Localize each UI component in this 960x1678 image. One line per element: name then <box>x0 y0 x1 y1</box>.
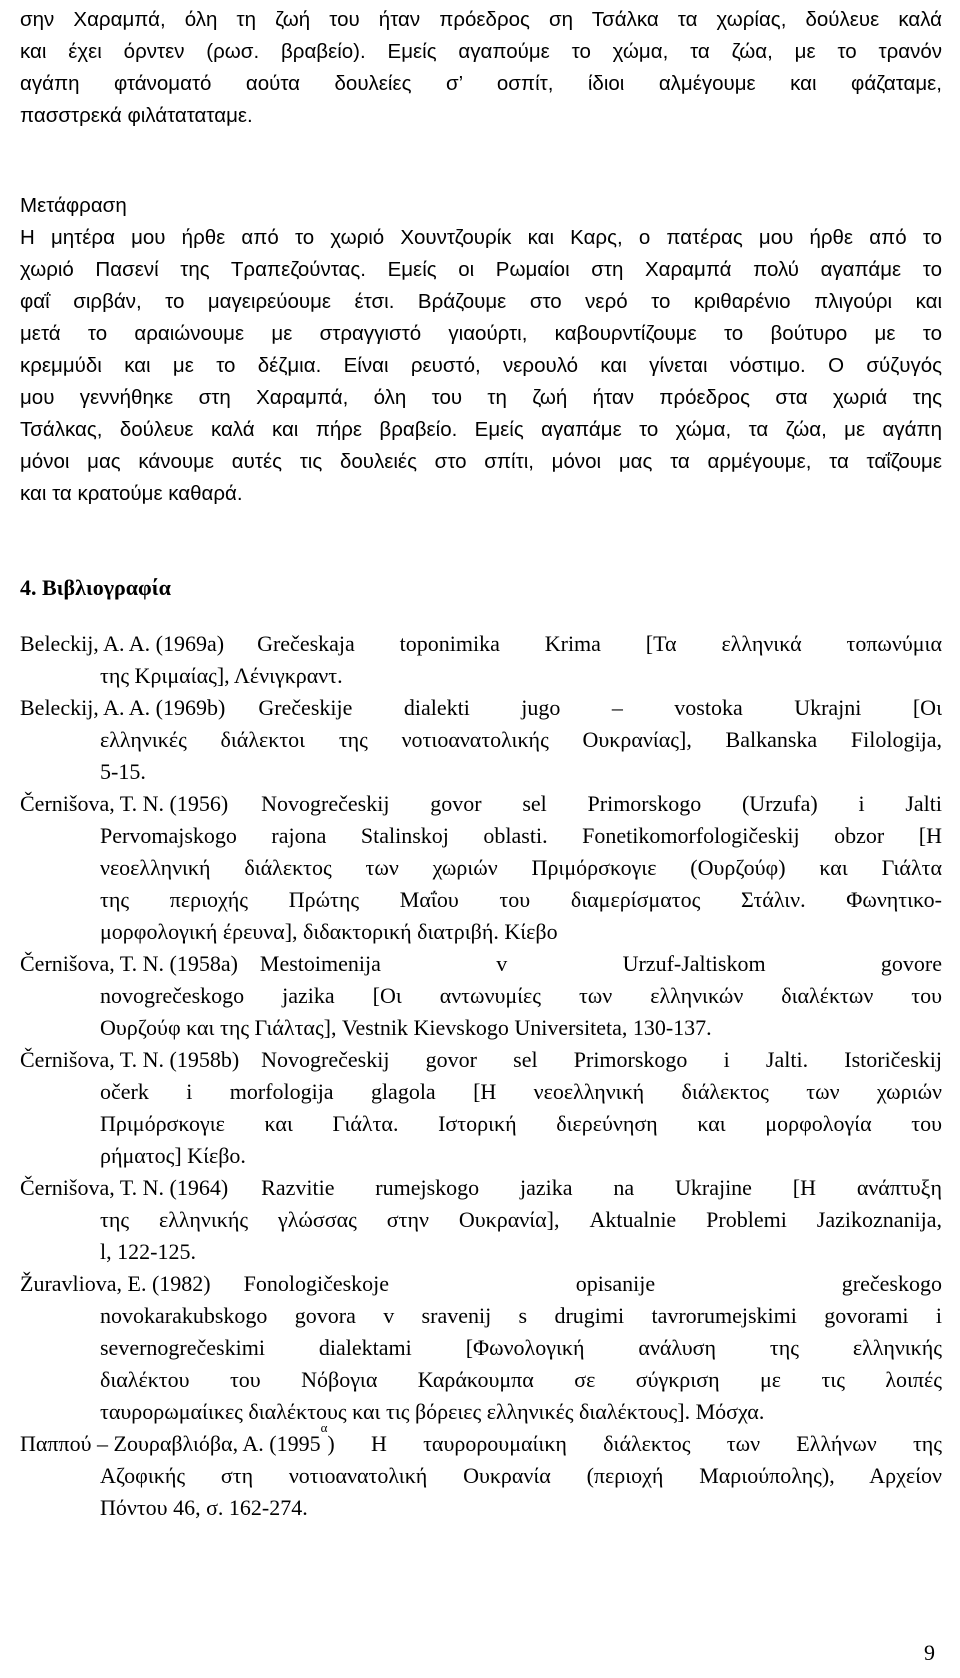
bibliography-entry <box>20 1172 942 1268</box>
bibliography-entry <box>20 1044 942 1172</box>
bibliography-list <box>20 628 942 1524</box>
bibliography-entry <box>20 788 942 948</box>
text-line: σην Χαραμπά, όλη τη ζωή του ήταν πρόεδρος ση Τσάλκα τα χωρίας, δούλευε καλά <box>20 8 942 31</box>
bibliography-heading: 4. Βιβλιογραφία <box>20 575 171 600</box>
entry-first-line <box>20 628 942 660</box>
dialect-text-paragraph <box>20 4 942 132</box>
entry-title-start: Fonologičeskoje opisanije grečeskogo <box>243 1271 942 1296</box>
entry-continuation-line: 5-15. <box>100 759 146 784</box>
entry-first-line <box>20 1420 942 1460</box>
entry-author-year: Beleckij, A. A. (1969b) <box>20 695 259 720</box>
text-line: αγάπη φτάνοματό αούτα δουλείες σ’ οσπίτ, ίδιοι αλμέγουμε και φάζαταμε, <box>20 72 942 95</box>
entry-first-line <box>20 1268 942 1300</box>
entry-author-year: Beleckij, A. A. (1969a) <box>20 631 258 656</box>
translation-heading: Μετάφραση <box>20 194 127 217</box>
entry-superscript: α <box>320 1420 328 1435</box>
entry-author-year: Černišova, T. N. (1958b) <box>20 1047 262 1072</box>
entry-continuation-line: μορφολογική έρευνα], διδακτορική διατριβή. Κίεβο <box>100 919 558 944</box>
entry-author-year: Černišova, T. N. (1958a) <box>20 951 260 976</box>
entry-first-line <box>20 692 942 724</box>
entry-continuation-line: novogrečeskogo jazika [Οι αντωνυμίες των ελληνικών διαλέκτων του <box>100 983 942 1008</box>
entry-continuation-line: Ουρζούφ και της Γιάλτας], Vestnik Kievskogo Universiteta, 130-137. <box>100 1015 712 1040</box>
entry-continuation-line: της ελληνικής γλώσσας στην Ουκρανία], Aktualnie Problemi Jazikoznanija, <box>100 1207 942 1232</box>
bibliography-entry <box>20 692 942 788</box>
text-line: μου γεννήθηκε στη Χαραμπά, όλη του τη ζωή ήταν πρόεδρος στα χωριά της <box>20 386 942 409</box>
entry-continuation-line: severnogrečeskimi dialektami [Φωνολογική ανάλυση της ελληνικής <box>100 1335 942 1360</box>
entry-author-year: Žuravliova, E. (1982) <box>20 1271 244 1296</box>
entry-continuation-line: novokarakubskogo govora v sravenij s drugimi tavrorumejskimi govorami i <box>100 1303 942 1328</box>
text-line: και τα κρατούμε καθαρά. <box>20 482 243 505</box>
entry-continuation-line: l, 122-125. <box>100 1239 196 1264</box>
bibliography-entry <box>20 1420 942 1524</box>
text-line: πασστρεκά φιλάταταταμε. <box>20 104 253 127</box>
bibliography-entry <box>20 948 942 1044</box>
text-line: μόνοι μας κάνουμε αυτές τις δουλειές στο σπίτι, μόνοι μας τα αρμέγουμε, τα ταΐζουμε <box>20 450 942 473</box>
entry-author-year: Černišova, T. N. (1964) <box>20 1175 262 1200</box>
entry-title-start: Novogrečeskij govor sel Primorskogo (Urzufa) i Jalti <box>261 791 942 816</box>
text-line: Η μητέρα μου ήρθε από το χωριό Χουντζουρίκ και Καρς, ο πατέρας μου ήρθε από το <box>20 226 942 249</box>
entry-continuation-line: Pervomajskogo rajona Stalinskoj oblasti. Fonetikomorfologičeskij obzor [Η <box>100 823 942 848</box>
entry-first-line <box>20 1172 942 1204</box>
text-line: και έχει όρντεν (ρωσ. βραβείο). Εμείς αγαπούμε το χώμα, τα ζώα, με το τρανόν <box>20 40 942 63</box>
entry-continuation-line: ελληνικές διάλεκτοι της νοτιοανατολικής Ουκρανίας], Balkanska Filologija, <box>100 727 942 752</box>
text-line: χωριό Πασενί της Τραπεζούντας. Εμείς οι Ρωμαίοι στη Χαραμπά πολύ αγαπάμε το <box>20 258 942 281</box>
entry-continuation-line: ταυρορωμαίικες διαλέκτους και τις βόρειες ελληνικές διαλέκτους]. Μόσχα. <box>100 1399 765 1424</box>
text-line: Τσάλκας, δούλευε καλά και πήρε βραβείο. Εμείς αγαπάμε το χώμα, τα ζώα, με αγάπη <box>20 418 942 441</box>
entry-continuation-line: διαλέκτου του Νόβογια Καράκουμπα σε σύγκριση με τις λοιπές <box>100 1367 942 1392</box>
entry-continuation-line: ρήματος] Κίεβο. <box>100 1143 246 1168</box>
entry-title-start: Mestoimenija v Urzuf-Jaltiskom govore <box>259 951 942 976</box>
entry-title-start: ) Η ταυρορουμαίικη διάλεκτος των Ελλήνων της <box>327 1431 942 1456</box>
entry-title-start: Novogrečeskij govor sel Primorskogo i Jalti. Istoričeskij <box>261 1047 942 1072</box>
entry-continuation-line: Πριμόρσκογιε και Γιάλτα. Ιστορική διερεύνηση και μορφολογία του <box>100 1111 942 1136</box>
entry-title-start: Grečeskije dialekti jugo – vostoka Ukrajni [Οι <box>258 695 942 720</box>
text-line: μετά το αραιώνουμε με στραγγιστό γιαούρτι, καβουρντίζουμε το βούτυρο με το <box>20 322 942 345</box>
translation-paragraph <box>20 222 942 510</box>
entry-first-line <box>20 948 942 980</box>
entry-author-year: Παππού – Ζουραβλιόβα, Α. (1995 <box>20 1431 321 1456</box>
entry-continuation-line: νεοελληνική διάλεκτος των χωριών Πριμόρσκογιε (Ουρζούφ) και Γιάλτα <box>100 855 942 880</box>
bibliography-entry <box>20 628 942 692</box>
page-number: 9 <box>924 1640 935 1665</box>
text-line: κρεμμύδι και με το δέζμια. Είναι ρευστό, νερουλό και γίνεται νόστιμο. Ο σύζυγός <box>20 354 942 377</box>
entry-title-start: Razvitie rumejskogo jazika na Ukrajine [Η ανάπτυξη <box>261 1175 942 1200</box>
entry-title-start: Grečeskaja toponimika Krima [Τα ελληνικά τοπωνύμια <box>257 631 942 656</box>
text-line: φαΐ σιρβάν, το μαγειρεύουμε έτσι. Βράζουμε στο νερό το κριθαρένιο πλιγούρι και <box>20 290 942 313</box>
entry-author-year: Černišova, T. N. (1956) <box>20 791 262 816</box>
entry-continuation-line: očerk i morfologija glagola [Η νεοελληνική διάλεκτος των χωριών <box>100 1079 942 1104</box>
entry-first-line <box>20 788 942 820</box>
bibliography-entry <box>20 1268 942 1428</box>
entry-continuation-line: της περιοχής Πρώτης Μαΐου του διαμερίσματος Στάλιν. Φωνητικο- <box>100 887 942 912</box>
entry-continuation-line: Αζοφικής στη νοτιοανατολική Ουκρανία (περιοχή Μαριούπολης), Αρχείον <box>100 1463 942 1488</box>
entry-continuation-line: Πόντου 46, σ. 162-274. <box>100 1495 308 1520</box>
entry-continuation-line: της Κριμαίας], Λένιγκραντ. <box>100 663 343 688</box>
entry-first-line <box>20 1044 942 1076</box>
